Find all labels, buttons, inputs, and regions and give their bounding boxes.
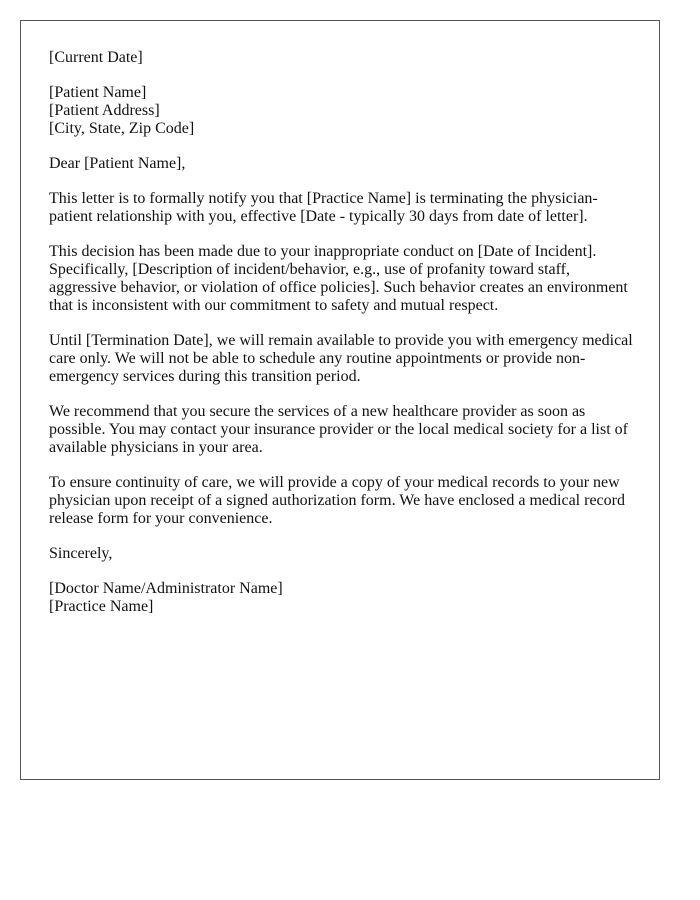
letter-date: [Current Date] xyxy=(49,49,143,66)
signer-practice: [Practice Name] xyxy=(49,598,154,615)
letter-body xyxy=(49,49,639,633)
paragraph-reason: This decision has been made due to your inappropriate conduct on [Date of Incident]. Specifically, [Description of incident/behavior, e.g., use of profanity toward staff, aggressive behavior, or violation of office policies]. Such behavior creates an environment that is inconsistent with our commitment to safety and mutual respect. xyxy=(49,243,628,314)
paragraph-records: To ensure continuity of care, we will provide a copy of your medical records to your new physician upon receipt of a signed authorization form. We have enclosed a medical record release form for your convenience. xyxy=(49,474,625,527)
letter-page xyxy=(20,20,660,780)
signature-block xyxy=(49,580,639,616)
signer-name: [Doctor Name/Administrator Name] xyxy=(49,580,283,597)
paragraph-emergency-care: Until [Termination Date], we will remain available to provide you with emergency medical care only. We will not be able to schedule any routine appointments or provide non-emergency services during this transition period. xyxy=(49,332,633,385)
recipient-name: [Patient Name] xyxy=(49,84,147,101)
recipient-city: [City, State, Zip Code] xyxy=(49,120,195,137)
paragraph-recommendation: We recommend that you secure the services of a new healthcare provider as soon as possible. You may contact your insurance provider or the local medical society for a list of available physicians in your area. xyxy=(49,403,628,456)
recipient-address xyxy=(49,84,639,138)
closing: Sincerely, xyxy=(49,545,113,562)
paragraph-notice: This letter is to formally notify you that [Practice Name] is terminating the physician-patient relationship with you, effective [Date - typically 30 days from date of letter]. xyxy=(49,190,598,225)
salutation: Dear [Patient Name], xyxy=(49,155,186,172)
recipient-street: [Patient Address] xyxy=(49,102,160,119)
